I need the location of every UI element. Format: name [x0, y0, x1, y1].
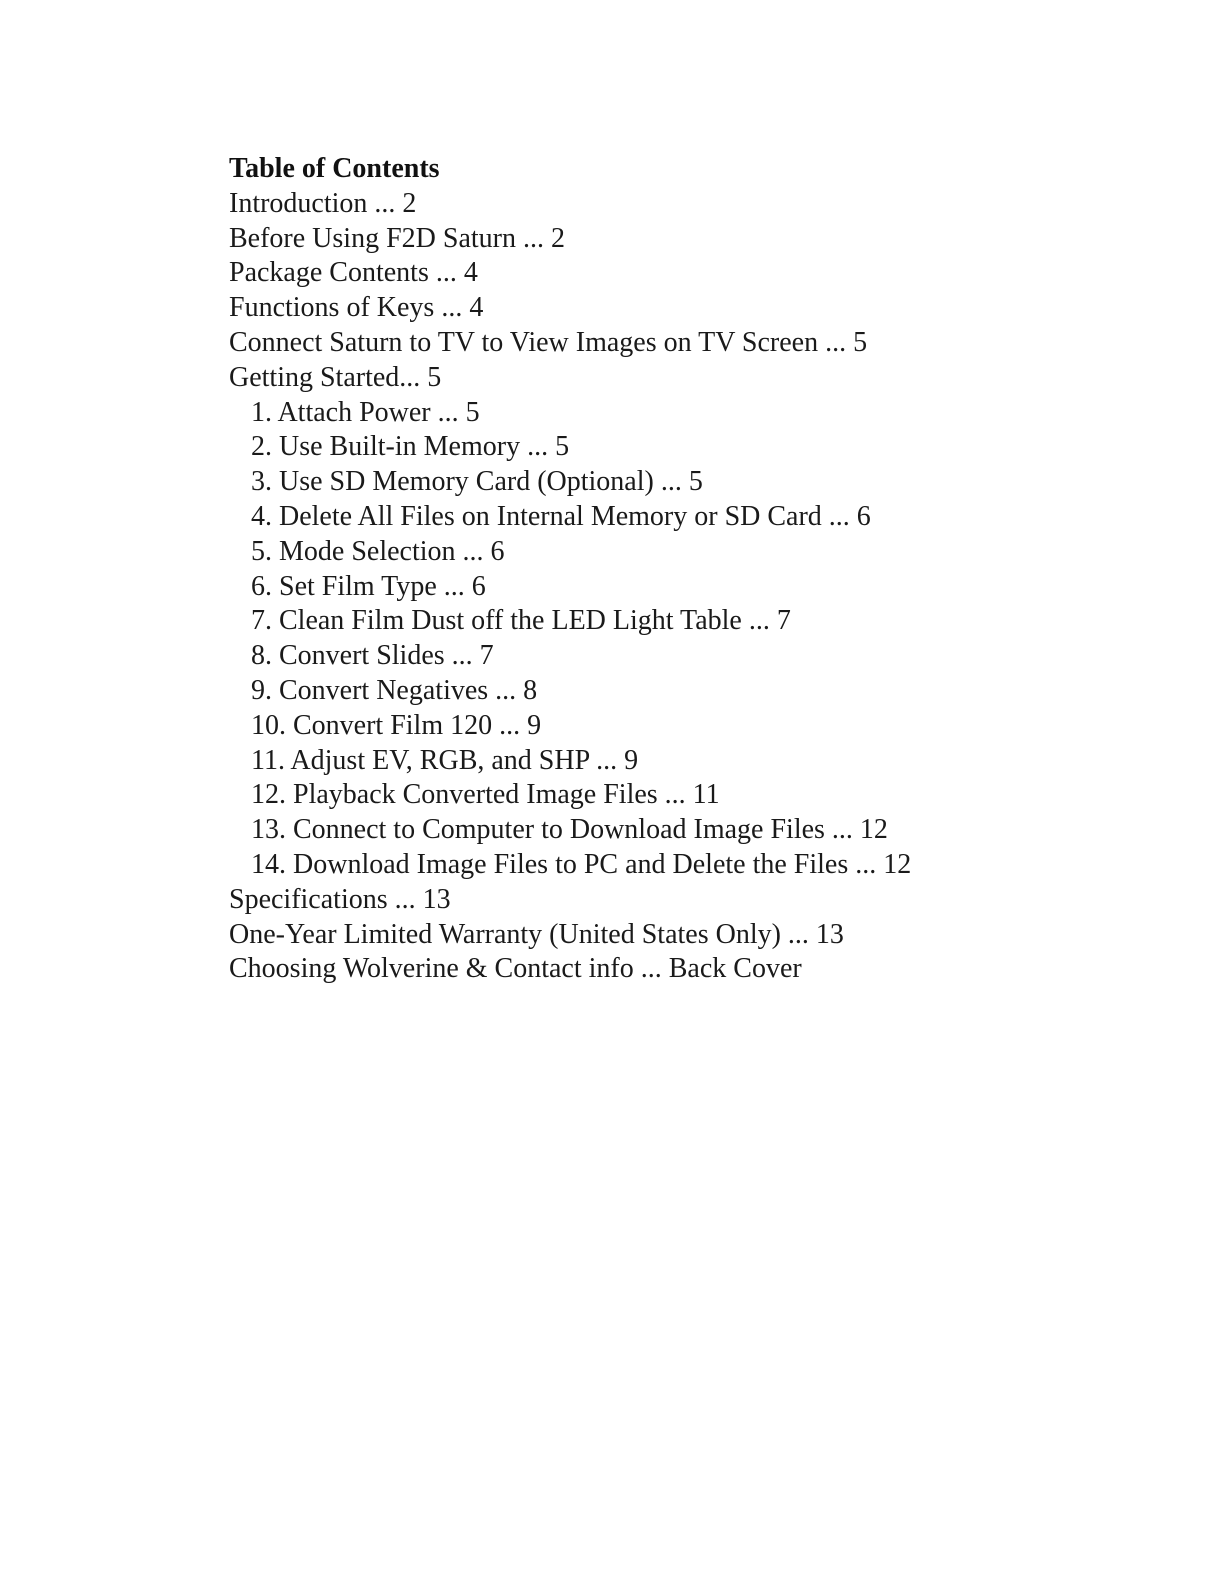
toc-subentry-playback: 12. Playback Converted Image Files ... 11: [251, 779, 720, 811]
toc-list: [229, 187, 1129, 987]
toc-subentry-convert-slides: 8. Convert Slides ... 7: [251, 640, 494, 672]
toc-subentry-convert-negatives: 9. Convert Negatives ... 8: [251, 674, 538, 706]
toc-entry-package-contents: Package Contents ... 4: [229, 257, 478, 289]
toc-title: Table of Contents: [229, 153, 440, 184]
toc-subentry-clean-dust: 7. Clean Film Dust off the LED Light Table ... 7: [251, 605, 791, 637]
toc-subentry-attach-power: 1. Attach Power ... 5: [251, 396, 480, 428]
toc-subentry-delete-files: 4. Delete All Files on Internal Memory or SD Card ... 6: [251, 500, 871, 532]
toc-entry-functions-of-keys: Functions of Keys ... 4: [229, 292, 484, 324]
toc-entry-contact-info: Choosing Wolverine & Contact info ... Back Cover: [229, 953, 802, 985]
toc-entry-connect-tv: Connect Saturn to TV to View Images on TV Screen ... 5: [229, 326, 868, 358]
toc-subentry-film-type: 6. Set Film Type ... 6: [251, 570, 486, 602]
toc-entry-getting-started: Getting Started... 5: [229, 361, 442, 393]
toc-subentry-connect-computer: 13. Connect to Computer to Download Image Files ... 12: [251, 814, 888, 846]
toc-subentry-adjust-ev-rgb-shp: 11. Adjust EV, RGB, and SHP ... 9: [251, 744, 639, 776]
toc-entry-specifications: Specifications ... 13: [229, 883, 451, 915]
toc-subentry-sd-card: 3. Use SD Memory Card (Optional) ... 5: [251, 466, 703, 498]
toc-subentry-built-in-memory: 2. Use Built-in Memory ... 5: [251, 431, 570, 463]
toc-entry-introduction: Introduction ... 2: [229, 187, 417, 219]
toc-entry-warranty: One-Year Limited Warranty (United States Only) ... 13: [229, 918, 844, 950]
table-of-contents: [229, 152, 1129, 987]
toc-subentry-mode-selection: 5. Mode Selection ... 6: [251, 535, 505, 567]
toc-subentry-convert-film-120: 10. Convert Film 120 ... 9: [251, 709, 542, 741]
toc-entry-before-using: Before Using F2D Saturn ... 2: [229, 222, 565, 254]
toc-subentry-download-to-pc: 14. Download Image Files to PC and Delete the Files ... 12: [251, 848, 912, 880]
